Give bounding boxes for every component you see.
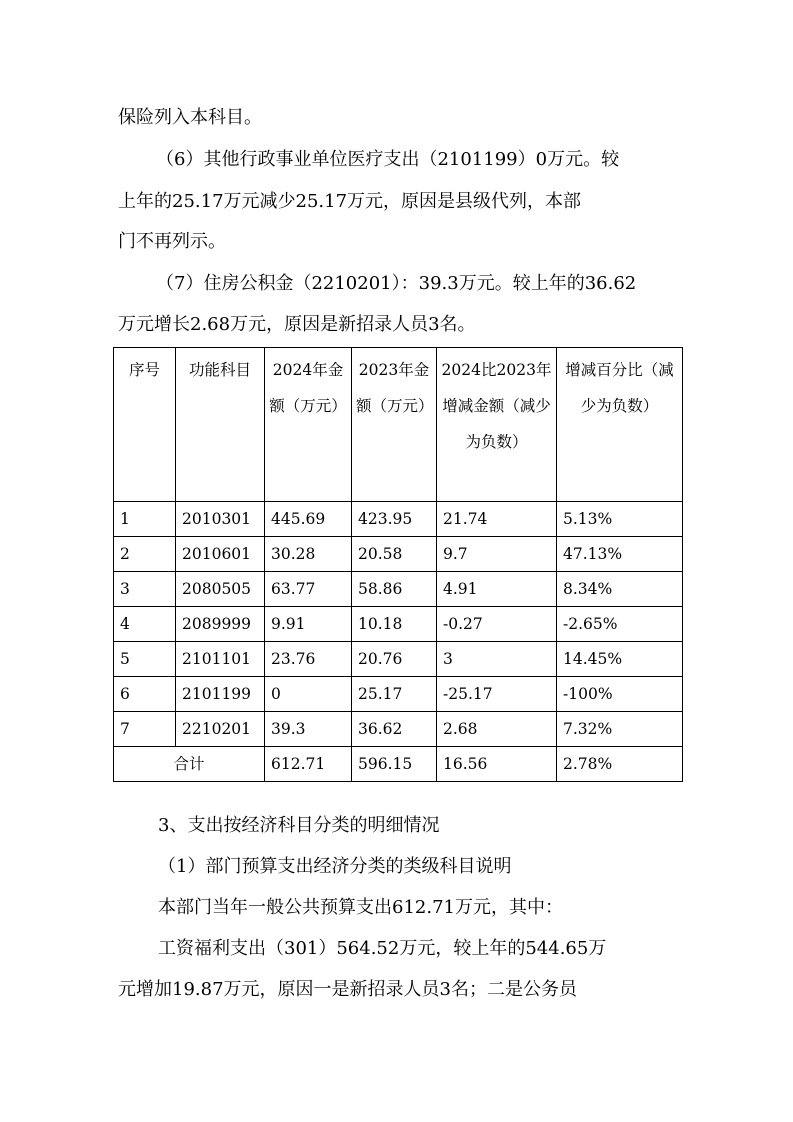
total-change-percent: 2.78% [557,747,683,782]
cell-index: 5 [114,642,176,677]
cell-2023-amount: 20.58 [352,537,437,572]
cell-2024-amount: 9.91 [265,607,352,642]
header-cell-change-amount: 2024比2023年增减金额（减少为负数） [437,348,557,502]
table-row [114,572,683,607]
cell-change-amount: 2.68 [437,712,557,747]
cell-2024-amount: 63.77 [265,572,352,607]
table-row [114,502,683,537]
cell-index: 4 [114,607,176,642]
cell-2024-amount: 39.3 [265,712,352,747]
cell-2023-amount: 58.86 [352,572,437,607]
table-row [114,537,683,572]
cell-change-percent: 14.45% [557,642,683,677]
subsection-heading: （1）部门预算支出经济分类的类级科目说明 [158,856,512,877]
cell-2024-amount: 0 [265,677,352,712]
cell-2024-amount: 445.69 [265,502,352,537]
cell-subject: 2089999 [176,607,265,642]
cell-2023-amount: 25.17 [352,677,437,712]
cell-subject: 2080505 [176,572,265,607]
cell-subject: 2010601 [176,537,265,572]
header-cell-change-percent: 增减百分比（减少为负数） [557,348,683,502]
cell-index: 1 [114,502,176,537]
cell-2024-amount: 30.28 [265,537,352,572]
cell-change-percent: -2.65% [557,607,683,642]
paragraph-line: 上年的25.17万元减少25.17万元，原因是县级代列，本部 [118,191,582,212]
table-row [114,642,683,677]
paragraph-line: （7）住房公积金（2210201）：39.3万元。较上年的36.62 [156,273,637,294]
cell-subject: 2101199 [176,677,265,712]
cell-change-amount: -0.27 [437,607,557,642]
cell-change-percent: 8.34% [557,572,683,607]
table-row [114,712,683,747]
header-cell-subject: 功能科目 [176,348,265,502]
header-cell-2024-amount: 2024年金额（万元） [265,348,352,502]
section-heading: 3、支出按经济科目分类的明细情况 [158,815,440,836]
cell-subject: 2101101 [176,642,265,677]
total-label: 合计 [114,747,265,782]
cell-subject: 2210201 [176,712,265,747]
cell-change-amount: 4.91 [437,572,557,607]
cell-index: 3 [114,572,176,607]
cell-change-percent: 47.13% [557,537,683,572]
paragraph-line: 保险列入本科目。 [118,107,262,128]
cell-index: 7 [114,712,176,747]
paragraph-line: 工资福利支出（301）564.52万元，较上年的544.65万 [158,938,607,959]
cell-2024-amount: 23.76 [265,642,352,677]
table-header-row [114,348,683,502]
paragraph-line: （6）其他行政事业单位医疗支出（2101199）0万元。较 [156,149,620,170]
cell-change-percent: 7.32% [557,712,683,747]
paragraph-line: 本部门当年一般公共预算支出612.71万元，其中： [158,897,563,918]
cell-2023-amount: 423.95 [352,502,437,537]
total-2024-amount: 612.71 [265,747,352,782]
cell-subject: 2010301 [176,502,265,537]
cell-2023-amount: 20.76 [352,642,437,677]
cell-2023-amount: 10.18 [352,607,437,642]
table-total-row [114,747,683,782]
cell-change-percent: 5.13% [557,502,683,537]
cell-change-amount: 3 [437,642,557,677]
cell-change-amount: 9.7 [437,537,557,572]
paragraph-line: 元增加19.87万元，原因一是新招录人员3名；二是公务员 [118,979,577,1000]
header-cell-index: 序号 [114,348,176,502]
cell-change-percent: -100% [557,677,683,712]
budget-table [113,347,683,782]
total-change-amount: 16.56 [437,747,557,782]
cell-index: 6 [114,677,176,712]
total-2023-amount: 596.15 [352,747,437,782]
table-row [114,607,683,642]
paragraph-line: 万元增长2.68万元，原因是新招录人员3名。 [118,314,476,335]
cell-2023-amount: 36.62 [352,712,437,747]
cell-change-amount: -25.17 [437,677,557,712]
cell-change-amount: 21.74 [437,502,557,537]
paragraph-line: 门不再列示。 [118,231,226,252]
header-cell-2023-amount: 2023年金额（万元） [352,348,437,502]
cell-index: 2 [114,537,176,572]
table-row [114,677,683,712]
